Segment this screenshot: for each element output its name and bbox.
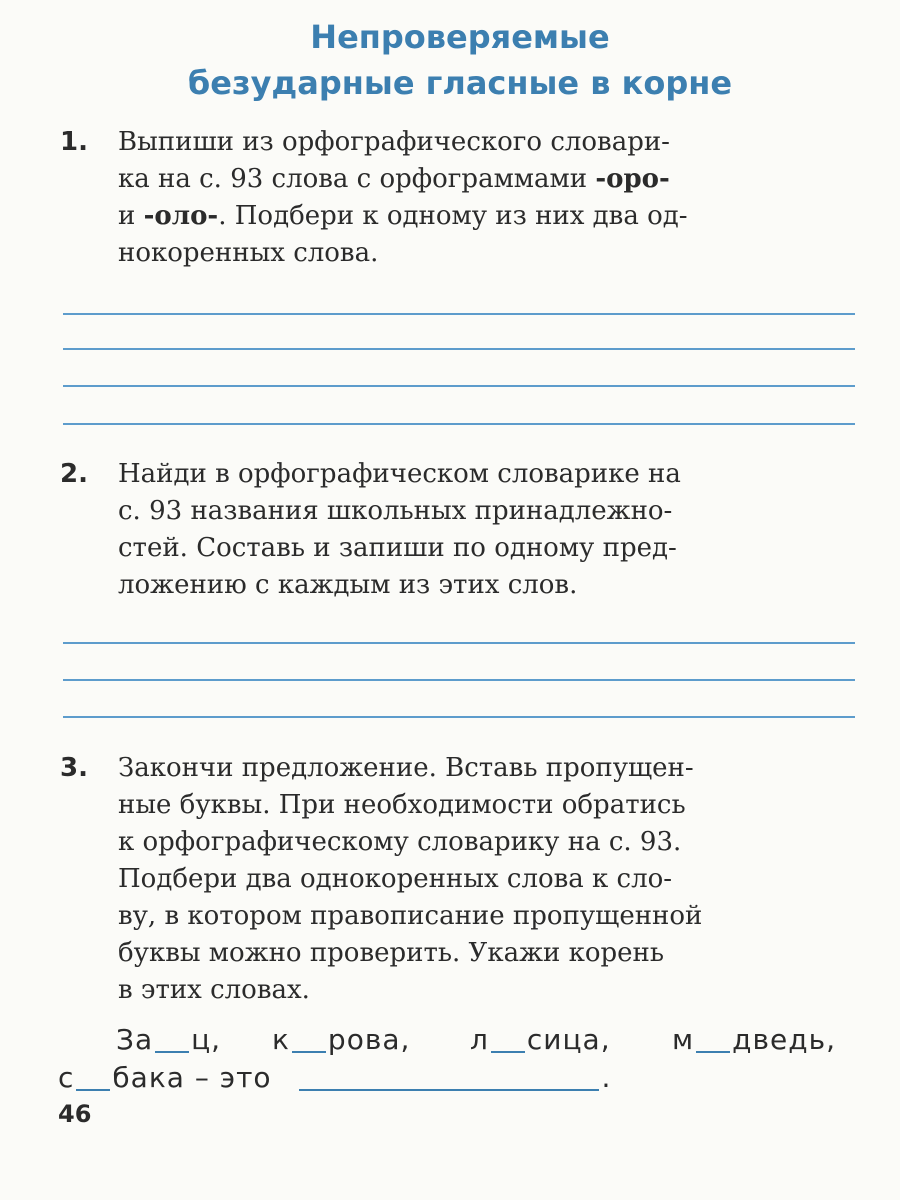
task-text [118, 456, 853, 604]
sentence-end: . [601, 1061, 612, 1094]
letter-blank[interactable] [696, 1051, 730, 1053]
orthogram-olo: -оло- [143, 201, 219, 231]
text-line: к орфографическому словарику на с. 93. [118, 827, 682, 857]
fill-in-word [470, 1022, 611, 1058]
word-part: л [470, 1023, 489, 1056]
writing-line[interactable] [63, 642, 855, 644]
word-part: рова, [327, 1023, 411, 1056]
text-line: ложению с каждым из этих слов. [118, 570, 578, 600]
writing-line[interactable] [63, 313, 855, 315]
text-line: Найди в орфографическом словарике на [118, 459, 681, 489]
writing-line[interactable] [63, 423, 855, 425]
word-part: к [272, 1023, 290, 1056]
text-line: стей. Составь и запиши по одному пред- [118, 533, 677, 563]
writing-line[interactable] [63, 679, 855, 681]
fill-in-word [672, 1022, 836, 1058]
task-text [118, 124, 853, 272]
text-line: ву, в котором правописание пропущенной [118, 901, 703, 931]
text-fragment: и [118, 201, 136, 231]
page-title [0, 14, 900, 106]
text-line: ные буквы. При необходимости обратись [118, 790, 686, 820]
text-line: нокоренных слова. [118, 238, 379, 268]
fill-in-word [272, 1022, 410, 1058]
dash: – [194, 1061, 210, 1094]
title-line-1: Непроверяемые [310, 18, 610, 56]
letter-blank[interactable] [491, 1051, 525, 1053]
word-part: м [672, 1023, 695, 1056]
word-eto: это [219, 1061, 272, 1094]
text-line: буквы можно проверить. Укажи корень [118, 938, 664, 968]
word-part: ц, [191, 1023, 222, 1056]
text-line: Закончи предложение. Вставь пропущен- [118, 753, 694, 783]
text-line [118, 198, 853, 235]
word-part: с [58, 1061, 75, 1094]
word-part: бака [112, 1061, 185, 1094]
letter-blank[interactable] [292, 1051, 326, 1053]
task-number: 3. [60, 753, 88, 783]
answer-blank[interactable] [299, 1089, 599, 1091]
writing-line[interactable] [63, 716, 855, 718]
orthogram-oro: -оро- [595, 164, 670, 194]
text-line [118, 161, 853, 198]
task-number: 2. [60, 459, 88, 489]
task-number: 1. [60, 127, 88, 157]
task-text [118, 750, 853, 1009]
word-part: За [116, 1023, 154, 1056]
text-line: Подбери два однокоренных слова к сло- [118, 864, 673, 894]
text-fragment: ка на с. 93 слова с орфограммами [118, 164, 588, 194]
letter-blank[interactable] [155, 1051, 189, 1053]
fill-in-row-1 [116, 1022, 221, 1058]
word-part: дведь, [732, 1023, 836, 1056]
fill-in-row-2 [58, 1060, 611, 1096]
writing-line[interactable] [63, 385, 855, 387]
text-line: в этих словах. [118, 975, 310, 1005]
text-line: с. 93 названия школьных принадлежно- [118, 496, 673, 526]
word-part: сица, [526, 1023, 611, 1056]
page-number: 46 [58, 1100, 92, 1128]
text-line: Выпиши из орфографического словари- [118, 127, 670, 157]
letter-blank[interactable] [76, 1089, 110, 1091]
writing-line[interactable] [63, 348, 855, 350]
title-line-2: безударные гласные в корне [187, 64, 733, 102]
text-fragment: . Подбери к одному из них два од- [218, 201, 688, 231]
